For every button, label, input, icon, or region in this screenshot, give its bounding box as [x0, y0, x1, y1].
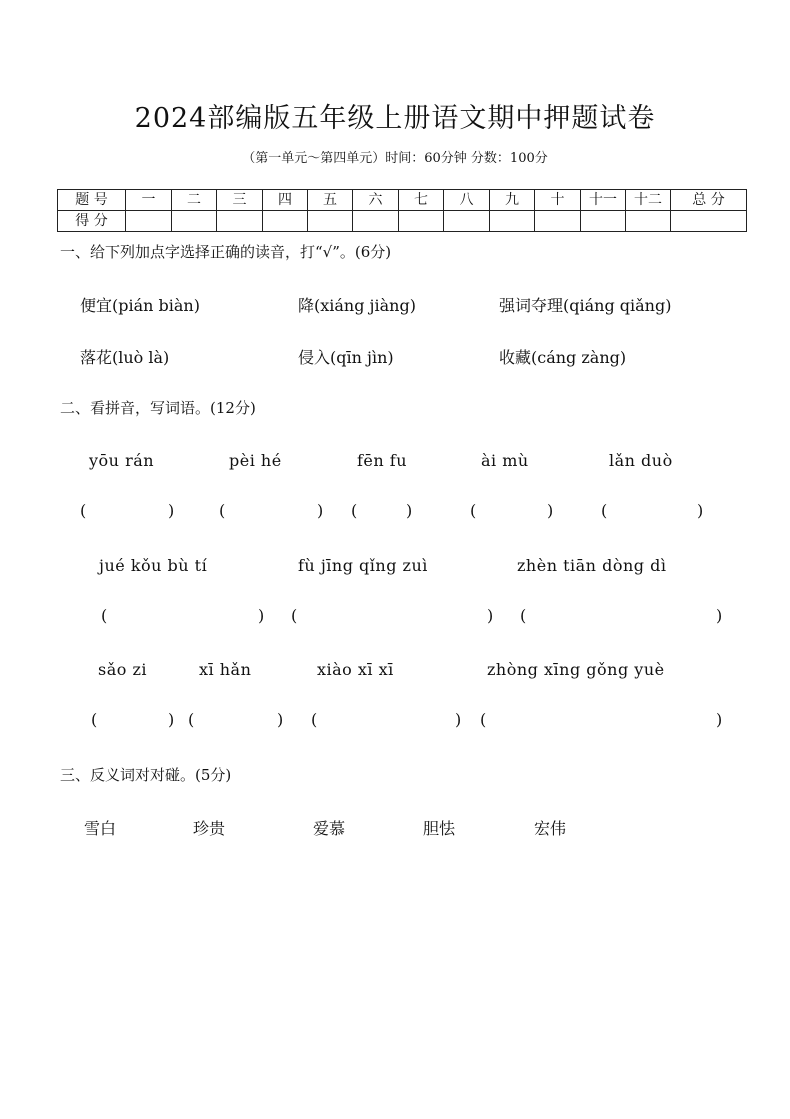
- header-cell: 题 号: [58, 190, 126, 211]
- answer-bracket-close: ): [317, 501, 324, 520]
- answer-bracket-close: ): [406, 501, 413, 520]
- score-cell[interactable]: [217, 211, 263, 232]
- reading-item: 便宜(pián biàn): [80, 296, 200, 315]
- answer-bracket-close: ): [258, 606, 265, 625]
- score-row-label: 得 分: [58, 211, 126, 232]
- pinyin-prompt: pèi hé: [229, 451, 282, 470]
- answer-bracket-close: ): [697, 501, 704, 520]
- section1-heading: 一、给下列加点字选择正确的读音，打“√”。(6分): [60, 243, 392, 261]
- pinyin-prompt: yōu rán: [89, 451, 155, 470]
- score-cell[interactable]: [126, 211, 172, 232]
- section2-heading: 二、看拼音，写词语。(12分): [60, 399, 256, 417]
- pinyin-prompt: zhòng xīng gǒng yuè: [487, 660, 665, 679]
- antonym-word: 胆怯: [423, 819, 456, 838]
- header-cell: 总 分: [671, 190, 747, 211]
- answer-bracket-close: ): [487, 606, 494, 625]
- score-cell[interactable]: [626, 211, 671, 232]
- answer-bracket-open: (: [188, 710, 195, 729]
- header-cell: 二: [172, 190, 217, 211]
- score-cell[interactable]: [399, 211, 444, 232]
- pinyin-prompt: xī hǎn: [199, 660, 252, 679]
- pinyin-prompt: zhèn tiān dòng dì: [517, 556, 667, 575]
- section3-heading: 三、反义词对对碰。(5分): [60, 766, 232, 784]
- header-cell: 十: [535, 190, 581, 211]
- antonym-word: 爱慕: [313, 819, 346, 838]
- score-cell[interactable]: [172, 211, 217, 232]
- header-cell: 七: [399, 190, 444, 211]
- score-cell[interactable]: [444, 211, 490, 232]
- answer-bracket-open: (: [101, 606, 108, 625]
- pinyin-prompt: sǎo zi: [98, 660, 148, 679]
- answer-bracket-open: (: [601, 501, 608, 520]
- answer-bracket-open: (: [219, 501, 226, 520]
- pinyin-prompt: xiào xī xī: [317, 660, 394, 679]
- antonym-word: 宏伟: [534, 819, 567, 838]
- header-cell: 九: [490, 190, 535, 211]
- reading-item: 侵入(qīn jìn): [298, 348, 394, 367]
- antonym-word: 珍贵: [193, 819, 226, 838]
- reading-item: 强词夺理(qiáng qiǎng): [499, 296, 672, 315]
- answer-bracket-open: (: [480, 710, 487, 729]
- header-cell: 一: [126, 190, 172, 211]
- answer-bracket-close: ): [277, 710, 284, 729]
- answer-bracket-close: ): [455, 710, 462, 729]
- pinyin-prompt: lǎn duò: [609, 451, 673, 470]
- answer-bracket-open: (: [351, 501, 358, 520]
- header-cell: 十二: [626, 190, 671, 211]
- answer-bracket-open: (: [520, 606, 527, 625]
- answer-bracket-open: (: [311, 710, 318, 729]
- score-cell[interactable]: [671, 211, 747, 232]
- score-table-score-row: [58, 211, 747, 232]
- score-table-header-row: [58, 190, 747, 211]
- pinyin-prompt: fēn fu: [357, 451, 408, 470]
- answer-bracket-close: ): [547, 501, 554, 520]
- header-cell: 四: [263, 190, 308, 211]
- answer-bracket-open: (: [291, 606, 298, 625]
- antonym-word: 雪白: [84, 819, 117, 838]
- score-cell[interactable]: [535, 211, 581, 232]
- pinyin-prompt: jué kǒu bù tí: [99, 556, 208, 575]
- score-table: [57, 189, 747, 232]
- reading-item: 收藏(cáng zàng): [499, 348, 627, 367]
- answer-bracket-open: (: [80, 501, 87, 520]
- exam-subtitle: （第一单元～第四单元）时间：60分钟 分数：100分: [242, 151, 548, 166]
- answer-bracket-close: ): [716, 606, 723, 625]
- answer-bracket-close: ): [716, 710, 723, 729]
- header-cell: 六: [353, 190, 399, 211]
- header-cell: 八: [444, 190, 490, 211]
- answer-bracket-open: (: [470, 501, 477, 520]
- score-cell[interactable]: [308, 211, 353, 232]
- header-cell: 十一: [581, 190, 626, 211]
- score-cell[interactable]: [263, 211, 308, 232]
- header-cell: 五: [308, 190, 353, 211]
- reading-item: 落花(luò là): [80, 348, 170, 367]
- pinyin-prompt: fù jīng qǐng zuì: [298, 556, 428, 575]
- answer-bracket-open: (: [91, 710, 98, 729]
- reading-item: 降(xiáng jiàng): [298, 296, 416, 315]
- header-cell: 三: [217, 190, 263, 211]
- score-cell[interactable]: [490, 211, 535, 232]
- answer-bracket-close: ): [168, 710, 175, 729]
- pinyin-prompt: ài mù: [481, 451, 529, 470]
- answer-bracket-close: ): [168, 501, 175, 520]
- score-cell[interactable]: [353, 211, 399, 232]
- score-cell[interactable]: [581, 211, 626, 232]
- exam-title: 2024部编版五年级上册语文期中押题试卷: [134, 103, 656, 134]
